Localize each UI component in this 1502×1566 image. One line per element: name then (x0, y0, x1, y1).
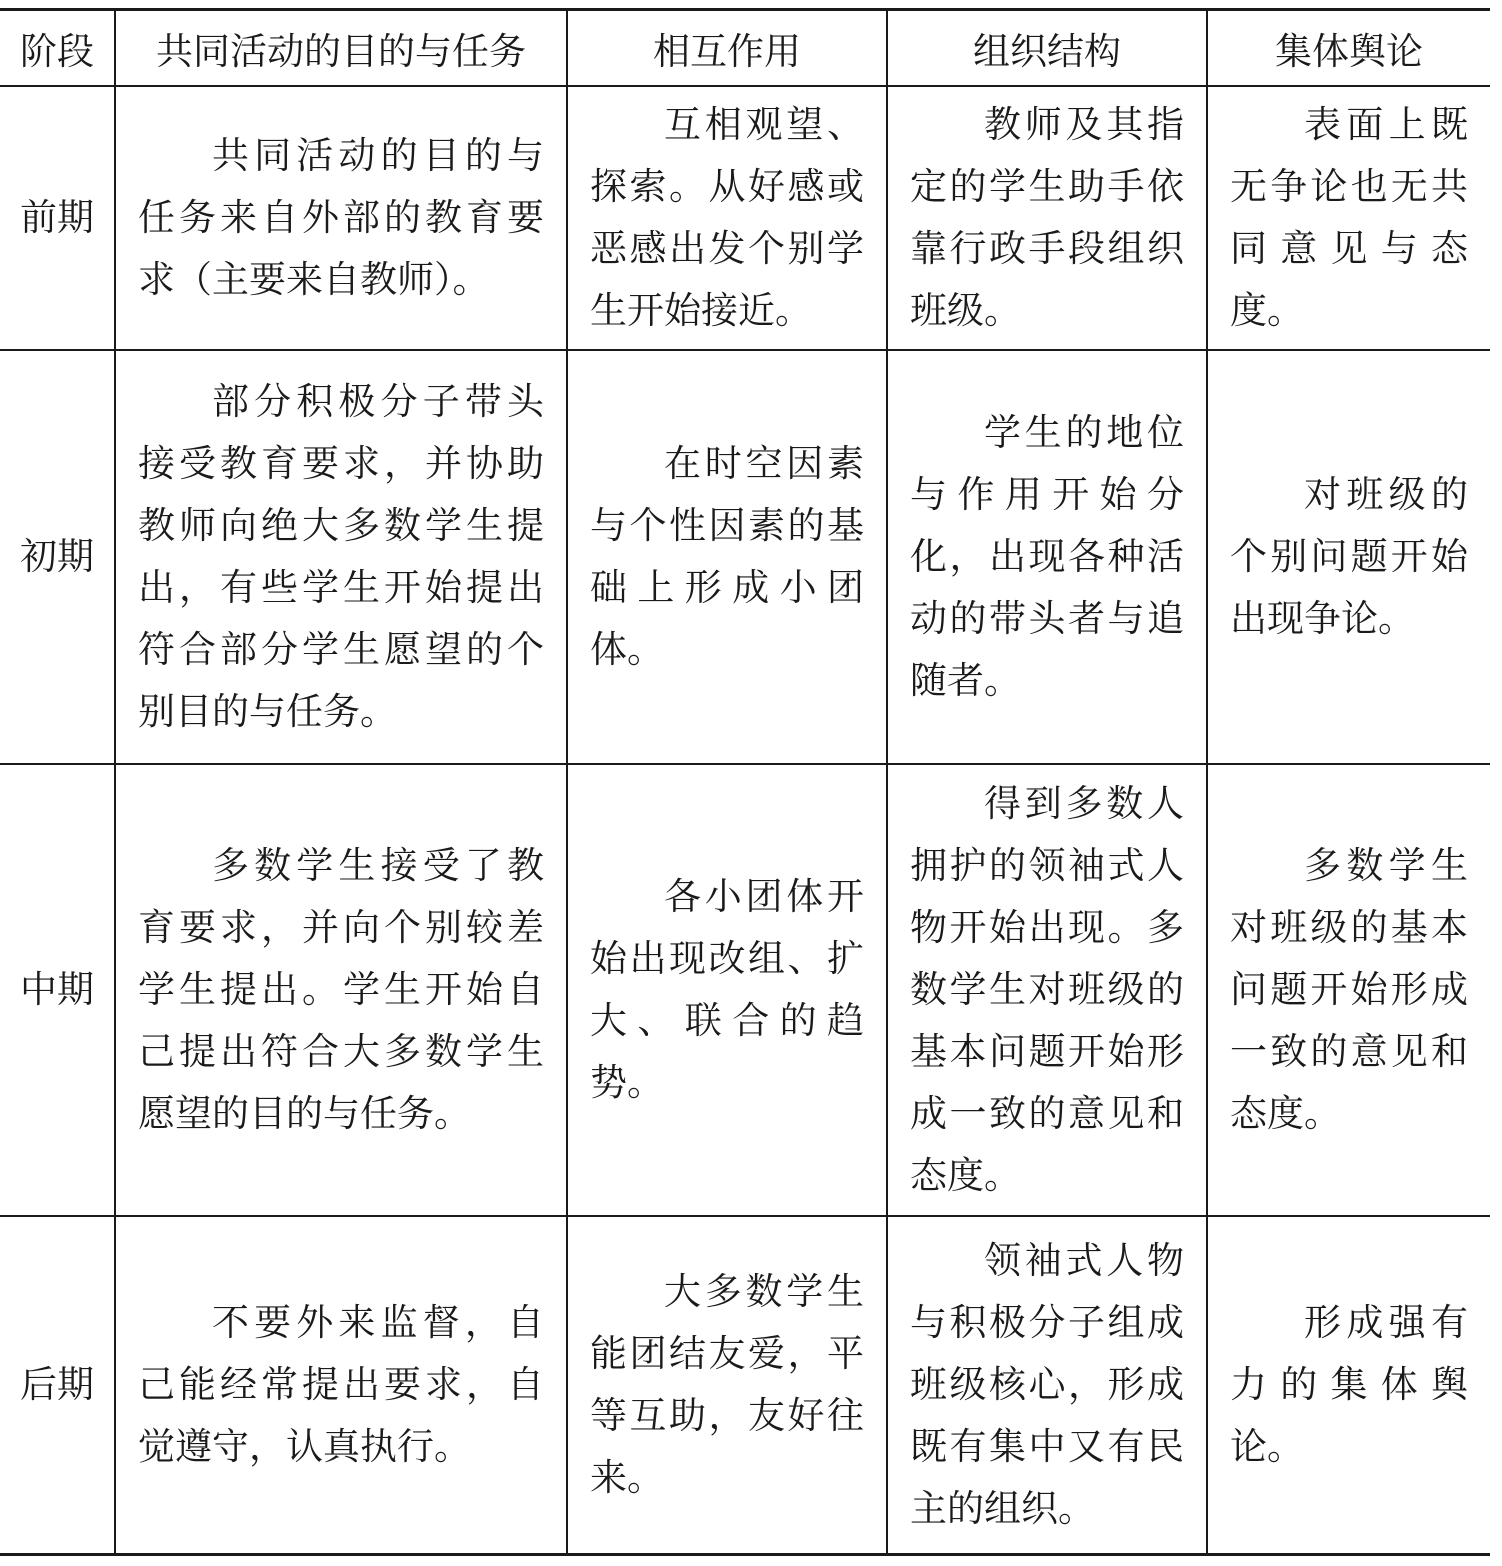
goal-cell: 多数学生接受了教育要求，并向个别较差学生提出。学生开始自己提出符合大多数学生愿望的目的与任务。 (115, 764, 567, 1216)
interaction-cell: 互相观望、探索。从好感或恶感出发个别学生开始接近。 (567, 86, 887, 350)
header-structure: 组织结构 (887, 10, 1207, 87)
table-row (0, 764, 1490, 1216)
goal-cell: 共同活动的目的与任务来自外部的教育要求（主要来自教师）。 (115, 86, 567, 350)
stage-cell: 前期 (0, 86, 115, 350)
stage-cell: 初期 (0, 350, 115, 764)
table-row (0, 86, 1490, 350)
interaction-cell: 在时空因素与个性因素的基础上形成小团体。 (567, 350, 887, 764)
stage-cell: 后期 (0, 1216, 115, 1555)
stage-cell: 中期 (0, 764, 115, 1216)
opinion-cell: 形成强有力的集体舆论。 (1207, 1216, 1490, 1555)
header-opinion: 集体舆论 (1207, 10, 1490, 87)
opinion-cell: 多数学生对班级的基本问题开始形成一致的意见和态度。 (1207, 764, 1490, 1216)
class-development-table (0, 8, 1490, 1556)
header-interaction: 相互作用 (567, 10, 887, 87)
structure-cell: 学生的地位与作用开始分化，出现各种活动的带头者与追随者。 (887, 350, 1207, 764)
structure-cell: 得到多数人拥护的领袖式人物开始出现。多数学生对班级的基本问题开始形成一致的意见和态度。 (887, 764, 1207, 1216)
header-goal: 共同活动的目的与任务 (115, 10, 567, 87)
goal-cell: 部分积极分子带头接受教育要求，并协助教师向绝大多数学生提出，有些学生开始提出符合部分学生愿望的个别目的与任务。 (115, 350, 567, 764)
goal-cell: 不要外来监督，自己能经常提出要求，自觉遵守，认真执行。 (115, 1216, 567, 1555)
structure-cell: 领袖式人物与积极分子组成班级核心，形成既有集中又有民主的组织。 (887, 1216, 1207, 1555)
opinion-cell: 对班级的个别问题开始出现争论。 (1207, 350, 1490, 764)
interaction-cell: 各小团体开始出现改组、扩大、联合的趋势。 (567, 764, 887, 1216)
header-stage: 阶段 (0, 10, 115, 87)
table-row (0, 350, 1490, 764)
table-row (0, 1216, 1490, 1555)
header-row (0, 10, 1490, 87)
interaction-cell: 大多数学生能团结友爱，平等互助，友好往来。 (567, 1216, 887, 1555)
structure-cell: 教师及其指定的学生助手依靠行政手段组织班级。 (887, 86, 1207, 350)
opinion-cell: 表面上既无争论也无共同意见与态度。 (1207, 86, 1490, 350)
